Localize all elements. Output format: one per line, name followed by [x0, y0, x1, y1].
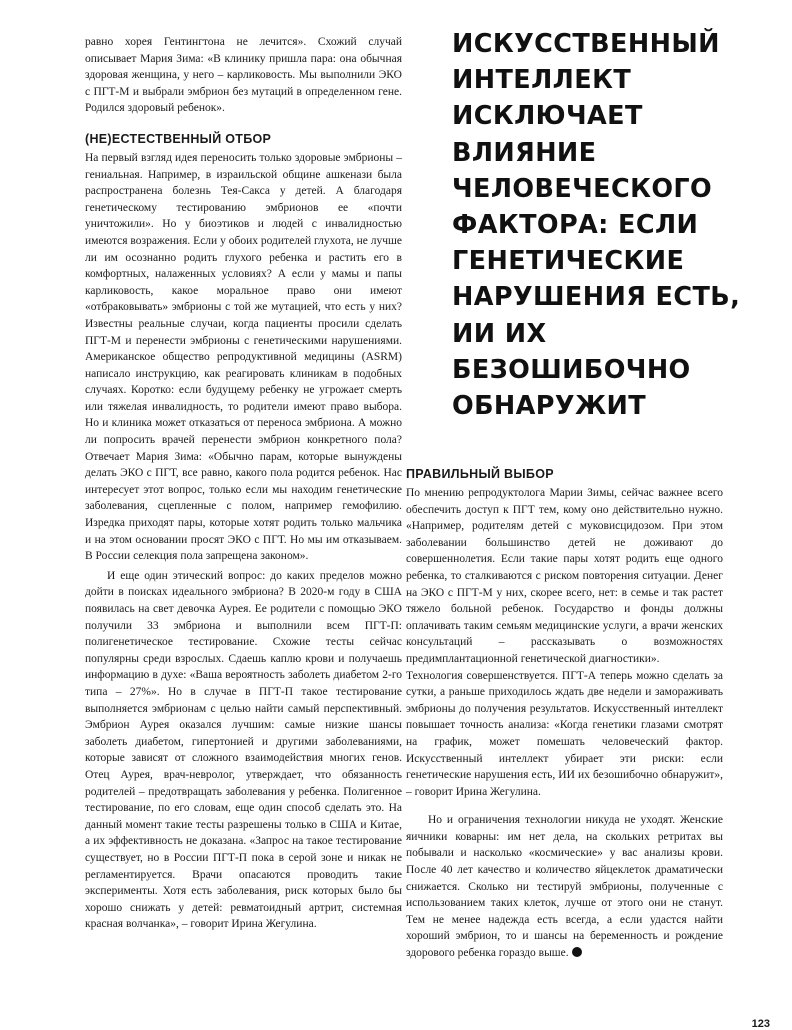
page-number: 123 — [751, 1018, 770, 1030]
left-paragraph-1: равно хорея Гентингтона не лечится». Схожий случай описывает Мария Зима: «В клинику пришла пара: она обычная здоровая женщина, у него – карликовость. Мы выполнили ЭКО с ПГТ-М и выбрали эмбрион без мутаций в определенном гене. Родился здоровый ребенок». — [85, 36, 402, 115]
section-heading-right-choice: ПРАВИЛЬНЫЙ ВЫБОР — [406, 467, 554, 481]
left-paragraph-2: На первый взгляд идея переносить только здоровые эмбрионы – гениальная. Например, в израильской общине ашкенази была распространена болезнь Тея-Сакса у детей. А благодаря генетическому тестированию эмбрионов ее «почти уничтожили». Но у биоэтиков и людей с инвалидностью имеются возражения. Если у обоих родителей глухота, не лучше ли им осознанно родить глухого ребенка и растить его в комфортных, налаженных условиях? А если у мамы и папы карликовость, какое моральное право они имеют «отбраковывать» эмбрионы с той же мутацией, что есть у них? Известны реальные случаи, когда пациенты просили сделать ПГТ-М и перенести эмбрионы с генетическими нарушениями. Американское общество репродуктивной медицины (ASRM) написало инструкцию, как реагировать клиникам в подобных случаях. Коротко: если будущему ребенку не угрожает смерть или тяжелая инвалидность, то родители имеют право выбора. Но и клиника может отказаться от переноса эмбриона. А можно ли попросить врачей перенести эмбрион конкретного пола? Отвечает Мария Зима: «Обычно парам, которые вынуждены делать ЭКО с ПГТ, все равно, какого пола родится ребенок. Нас интересует этот вопрос, только если мы находим генетические заболевания, сцепленные с полом, например гемофилию. Изредка приходят пары, которые хотят родить только мальчика и на этом основании просят ЭКО с ПГТ. Но мы им отказываем. В России селекция пола запрещена законом». — [85, 151, 402, 563]
right-column — [406, 466, 723, 962]
left-column — [85, 34, 402, 933]
section-heading-natural-selection: (НЕ)ЕСТЕСТВЕННЫЙ ОТБОР — [85, 131, 272, 146]
right-paragraph-1: По мнению репродуктолога Марии Зимы, сейчас важнее всего обеспечить доступ к ПГТ тем, кому оно действительно нужно. «Например, родителям детей с муковисцидозом. При этом заболевании большинство детей не доживают до совершеннолетия. Если такие пары хотят родить еще одного ребенка, то сталкиваются с риском повторения ситуации. Денег на ЭКО с ПГТ-М у них, скорее всего, нет: в семье и так растет тяжело больной ребенок. Государство и фонды должны оплачивать таким семьям медицинские услуги, а врачи женских консультаций – рассказывать о возможностях предимплантационной генетической диагностики». — [406, 487, 723, 665]
right-paragraph-3 — [406, 812, 723, 961]
right-paragraph-3-text: Но и ограничения технологии никуда не уходят. Женские яичники коварны: им нет дела, на скольких ретритах вы побывали и насколько «космические» у вас анализы крови. После 40 лет качество и количество яйцеклеток драматически снижается. Сколько ни тестируй эмбрионы, полученные с использованием таких клеток, лучше от этого они не станут. Тем не менее надежда есть всегда, а если удастся найти хороший эмбрион, то и шансы на беременность и рождение здорового ребенка гораздо выше. — [406, 814, 723, 960]
left-paragraph-3: И еще один этический вопрос: до каких пределов можно дойти в поисках идеального эмбриона? В 2020-м году в США появилась на свет девочка Аурея. Ее родители с помощью ЭКО получили 33 эмбриона и выполнили всем ПГТ-П: полигенетическое тестирование. Схожие тесты сейчас популярны среди взрослых. Сдаешь каплю крови и получаешь информацию в духе: «Ваша вероятность заболеть диабетом 2-го типа – 27%». Но в случае в ПГТ-П такое тестирование выполняется эмбрионам с целью найти самый перспективный. Эмбрион Аурея оказался лучшим: самые низкие шансы заболеть диабетом, гипертонией и другими заболеваниями, которые зависят от сложного взаимодействия многих генов. Отец Аурея, врач-невролог, утверждает, что обязанность родителей – предотвращать заболевания у ребенка. Полигенное тестирование, по его словам, еще один способ сделать это. На данный момент такие тесты разрешены только в США и Китае, а их эффективность не доказана. «Запрос на такое тестирование существует, но в России ПГТ-П пока в серой зоне и никак не регламентируется. Врачи опасаются проводить такие эксперименты. Хотя есть заболевания, риск которых было бы хорошо снижать у детей: ревматоидный артрит, системная красная волчанка», – говорит Ирина Жегулина. — [85, 569, 402, 931]
right-paragraph-2: Технология совершенствуется. ПГТ-А теперь можно сделать за сутки, а раньше приходилось ждать две недели и замораживать эмбрионы до получения результатов. Искусственный интеллект повышает точность анализа: «Когда генетики глазами смотрят на график, может помешать человеческий фактор. Искусственный интеллект убирает эти риски: если генетические нарушения есть, ИИ их безошибочно обнаружит», – говорит Ирина Жегулина. — [406, 669, 723, 798]
pull-quote: ИСКУССТВЕННЫЙ ИНТЕЛЛЕКТ ИСКЛЮЧАЕТ ВЛИЯНИЕ ЧЕЛОВЕЧЕСКОГО ФАКТОРА: ЕСЛИ ГЕНЕТИЧЕСКИЕ НАРУШЕНИЯ ЕСТЬ, ИИ ИХ БЕЗОШИБОЧНО ОБНАРУЖИТ — [452, 29, 741, 422]
article-end-mark-icon — [572, 947, 582, 957]
